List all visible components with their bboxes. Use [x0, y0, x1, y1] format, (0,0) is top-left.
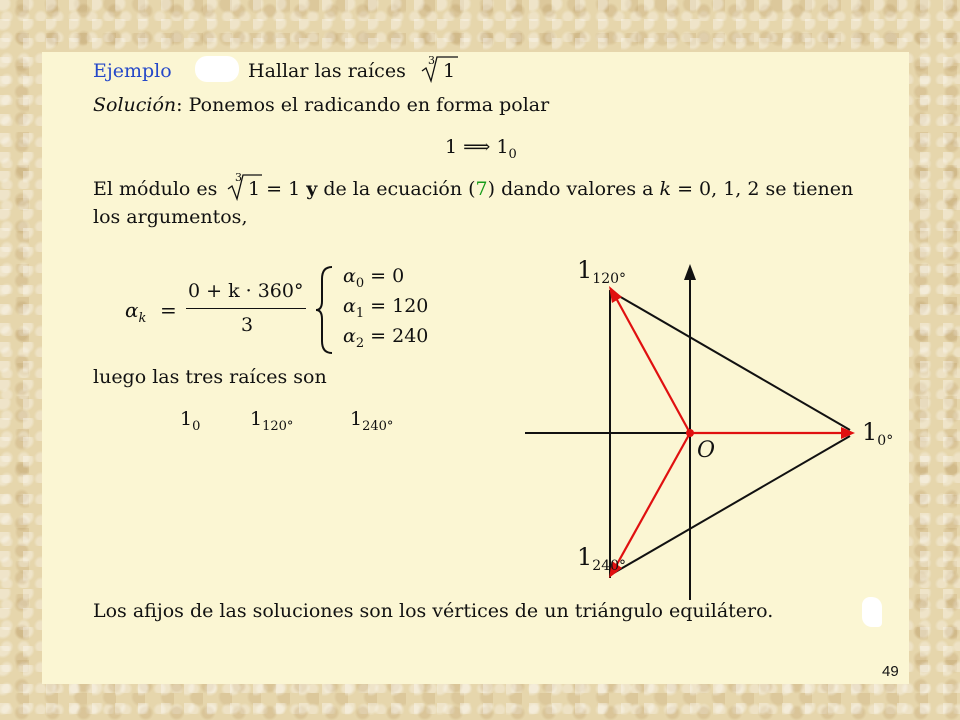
example-task: Hallar las raíces: [248, 60, 406, 82]
polar-form: 1 ⟹ $1_0$: [445, 136, 517, 162]
radicand: 1: [443, 60, 456, 82]
triangle-edge-top: [612, 292, 850, 430]
case-2: $\alpha_2 = 240$: [343, 325, 429, 351]
y-axis-arrow-icon: [684, 264, 696, 280]
label-right: $1_{0^\circ}$: [862, 418, 894, 449]
conclusion: Los afijos de las soluciones son los vértices de un triángulo equilátero.: [93, 600, 774, 622]
solution-text: : Ponemos el radicando en forma polar: [176, 94, 550, 116]
roots-intro: luego las tres raíces son: [93, 366, 327, 388]
page-number: 49: [882, 663, 899, 680]
triangle-edge-bottom: [612, 436, 850, 574]
case-1: $\alpha_1 = 120$: [343, 295, 429, 321]
label-origin: O: [697, 438, 716, 463]
case-0: $\alpha_0 = 0$: [343, 265, 405, 291]
modulus-expression: 1 = 1 y de la ecuación (7) dando valores a k = 0, 1, 2 se tienen: [248, 178, 854, 200]
radius-120: [616, 298, 690, 433]
origin-point: [686, 429, 694, 437]
fraction-denominator: 3: [241, 314, 254, 336]
example-label: Ejemplo: [93, 60, 172, 82]
solution-label: Solución: [93, 94, 177, 116]
modulus-line2: los argumentos,: [93, 206, 248, 228]
root-2: $1_{240^\circ}$: [350, 408, 394, 434]
label-bottom: $1_{240^\circ}$: [577, 543, 627, 574]
equals-sign: =: [160, 298, 177, 322]
label-top: $1_{120^\circ}$: [577, 256, 627, 287]
implies-arrow-icon: ⟹: [463, 136, 491, 158]
radius-240: [616, 433, 690, 566]
fraction-numerator: 0 + k · 360°: [188, 280, 304, 302]
equation-reference: 7: [475, 178, 488, 200]
root-index: 3: [428, 54, 435, 67]
root-0: $1_0$: [180, 408, 201, 434]
root-1: $1_{120^\circ}$: [250, 408, 294, 434]
modulus-intro: El módulo es: [93, 178, 218, 200]
alpha-k: $\alpha_k$: [125, 298, 147, 326]
modulus-root-index: 3: [235, 171, 242, 184]
white-blob: [862, 597, 882, 627]
